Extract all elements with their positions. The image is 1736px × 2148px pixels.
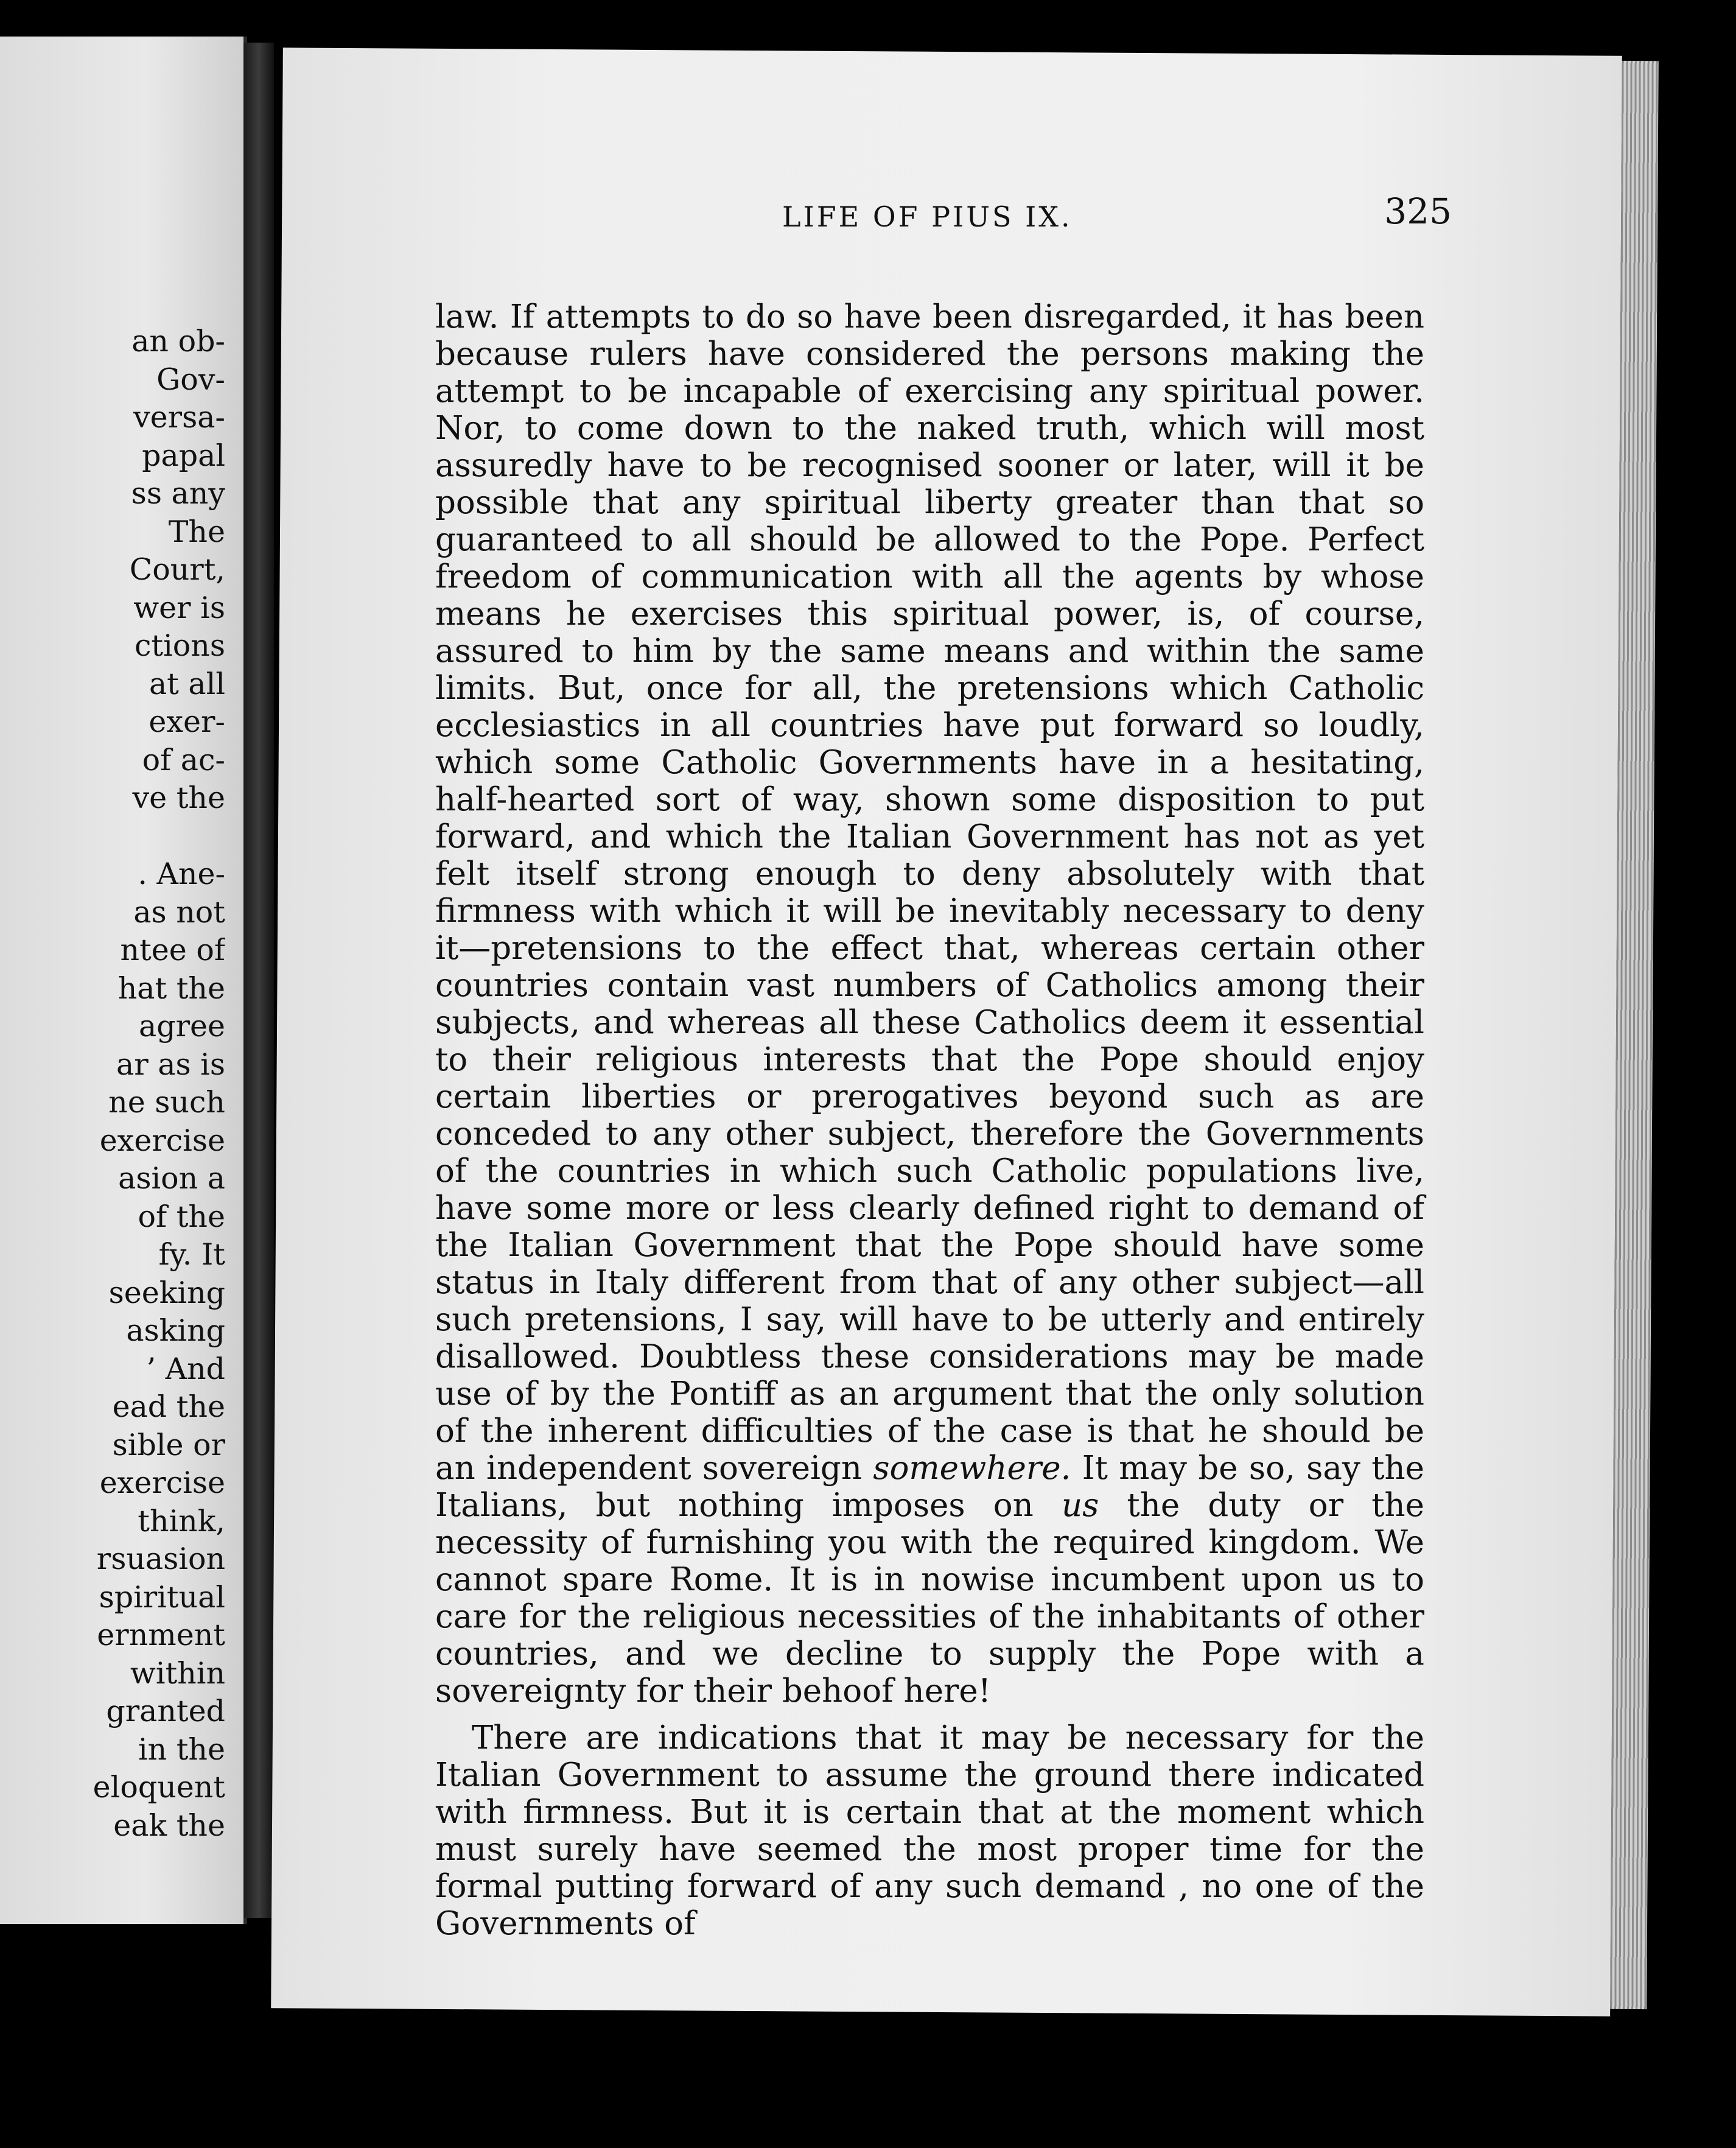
previous-page-line: ntee of	[120, 933, 225, 967]
previous-page	[0, 37, 247, 1924]
previous-page-line: exercise	[99, 1123, 225, 1158]
previous-page-line: eloquent	[93, 1770, 225, 1805]
previous-page-line: ar as is	[116, 1047, 225, 1082]
previous-page-line: . Ane-	[138, 857, 225, 891]
previous-page-line	[0, 818, 225, 856]
previous-page-line: an ob-	[131, 324, 225, 359]
paragraph-1	[435, 298, 1424, 1710]
previous-page-line: exer-	[149, 704, 225, 739]
previous-page-line: ctions	[134, 628, 225, 663]
page-body	[435, 298, 1424, 1942]
previous-page-line: within	[130, 1655, 225, 1691]
previous-page-line: as not	[133, 894, 225, 930]
previous-page-line: The	[168, 514, 225, 549]
previous-page-line: papal	[142, 438, 225, 473]
previous-page-line: agree	[139, 1009, 225, 1044]
previous-page-line: of the	[138, 1199, 225, 1234]
page-header	[514, 186, 1452, 240]
previous-page-line: of ac-	[142, 742, 225, 777]
previous-page-line: rsuasion	[96, 1542, 225, 1576]
previous-page-line: Gov-	[156, 362, 225, 397]
paragraph-1-text-a: law. If attempts to do so have been disregarded, it has been because rulers have considered the persons making the attempt to be incapable of exercising any spiritual power. Nor, to come down to the naked truth, which will most assuredly have to be recognised sooner or later, will it be possible that any spiritual liberty greater than that so guaranteed to all should be allowed to the Pope. Perfect freedom of communication with all the agents by whose means he exercises this spiritual power, is, of course, assured to him by the same means and within the same limits. But, once for all, the pretensions which Catholic ecclesiastics in all countries have put forward so loudly, which some Catholic Governments have in a hesitating, half-hearted sort of way, shown some disposition to put forward, and which the Italian Government has not as yet felt itself strong enough to deny absolutely with that firmness with which it will be inevitably necessary to deny it—pretensions to the effect that, whereas certain other countries contain vast numbers of Catholics among their subjects, and whereas all these Catholics deem it essential to their religious interests that the Pope should enjoy certain liberties or prerogatives beyond such as are conceded to any other subject, therefore the Governments of the countries in which such Catholic populations live, have some more or less clearly defined right to demand of the Italian Government that the Pope should have some status in Italy different from that of any other subject—all such pretensions, I say, will have to be utterly and entirely disallowed. Doubtless these considerations may be made use of by the Pontiff as an argument that the only solution of the inherent difficulties of the case is that he should be an independent sovereign	[435, 298, 1424, 1487]
previous-page-line: Court,	[129, 552, 225, 587]
book-gutter	[243, 43, 274, 1918]
emphasis-somewhere: somewhere.	[873, 1450, 1071, 1487]
emphasis-us: us	[1061, 1487, 1099, 1524]
running-head: LIFE OF PIUS IX.	[782, 200, 1073, 233]
previous-page-line: at all	[149, 666, 225, 701]
previous-page-line: ne such	[108, 1085, 225, 1120]
previous-page-line: ’ And	[146, 1351, 225, 1386]
previous-page-line: sible or	[112, 1427, 225, 1462]
previous-page-line: wer is	[133, 590, 225, 625]
previous-page-line: fy. It	[158, 1237, 225, 1272]
previous-page-line: think,	[138, 1503, 225, 1539]
previous-page-line: eak the	[113, 1808, 225, 1843]
previous-page-text	[0, 323, 225, 1845]
previous-page-line: spiritual	[99, 1579, 225, 1615]
paragraph-1-text-c: the duty or the necessity of furnishing you with the required kingdom. We cannot spare Rome. It is in nowise incumbent upon us to care for the religious necessities of the inhabitants of other countries, and we decline to supply the Pope with a sovereignty for their behoof here!	[435, 1487, 1424, 1710]
previous-page-line: versa-	[133, 400, 225, 435]
previous-page-line: ead the	[112, 1389, 225, 1424]
previous-page-line: ve the	[132, 781, 225, 815]
previous-page-line: asion a	[118, 1161, 225, 1196]
page-number: 325	[1384, 191, 1452, 232]
previous-page-line: ernment	[97, 1618, 225, 1652]
previous-page-line: exercise	[99, 1465, 225, 1500]
previous-page-line: ss any	[131, 476, 225, 511]
previous-page-line: asking	[126, 1313, 225, 1348]
previous-page-line: seeking	[108, 1275, 225, 1310]
previous-page-line: granted	[106, 1694, 225, 1729]
previous-page-line: hat the	[117, 970, 225, 1006]
paragraph-1-text-b: It may be so, say the Italians, but nothing imposes on	[435, 1450, 1424, 1524]
previous-page-line: in the	[138, 1732, 225, 1767]
paragraph-2: There are indications that it may be necessary for the Italian Government to assume the ground there indicated with firmness. But it is certain that at the moment which must surely have seemed the most proper time for the formal putting forward of any such demand , no one of the Governments of	[435, 1719, 1424, 1942]
